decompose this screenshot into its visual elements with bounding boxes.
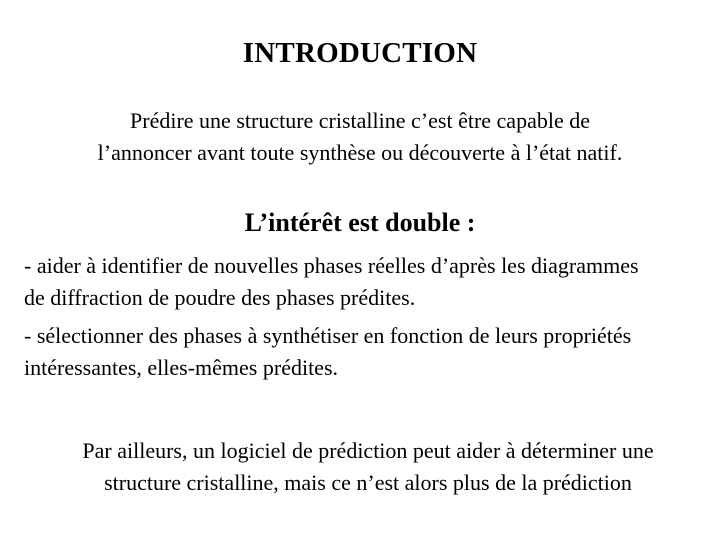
closing-line: Par ailleurs, un logiciel de prédiction peut aider à déterminer une [82,438,654,463]
intro-line: l’annoncer avant toute synthèse ou découverte à l’état natif. [97,140,623,165]
bullet-line: - sélectionner des phases à synthétiser en fonction de leurs propriétés [24,323,632,348]
bullet-line: de diffraction de poudre des phases prédites. [24,285,416,310]
closing-paragraph [0,435,720,499]
intro-line: Prédire une structure cristalline c’est être capable de [130,108,590,133]
bullet-line: - aider à identifier de nouvelles phases réelles d’après les diagrammes [24,253,639,278]
bullet-line: intéressantes, elles-mêmes prédites. [24,355,339,380]
section-heading: L’intérêt est double : [244,208,476,237]
bullet-item [24,320,704,384]
closing-line: structure cristalline, mais ce n’est alors plus de la prédiction [104,470,632,495]
slide-title: INTRODUCTION [242,37,478,69]
intro-paragraph [0,105,720,169]
bullet-item [24,250,704,314]
